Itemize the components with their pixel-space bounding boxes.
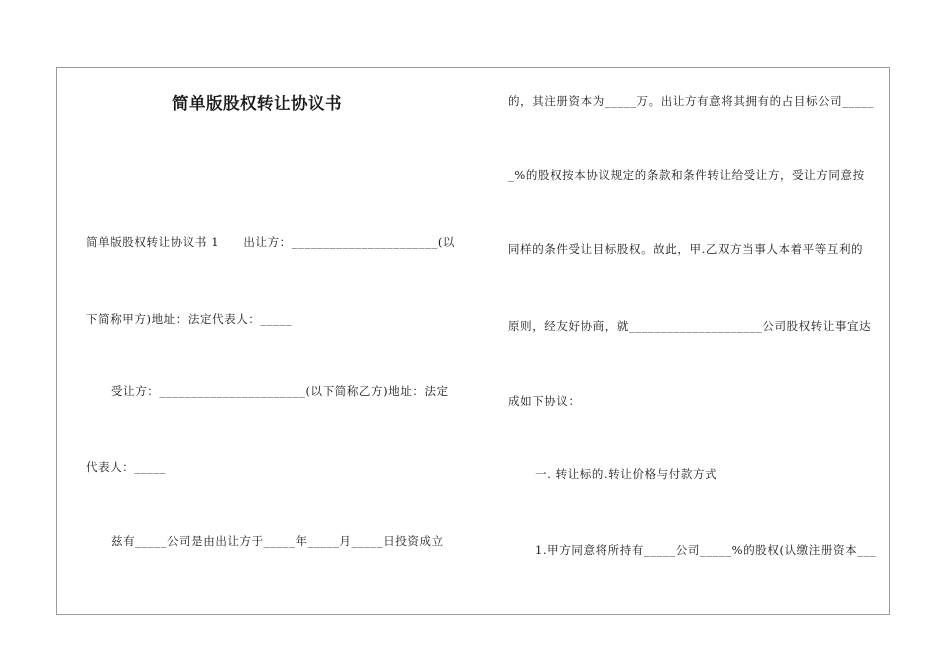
right-line-1: 的，其注册资本为_____万。出让方有意将其拥有的占目标公司_____ xyxy=(508,94,874,108)
left-line-5: 兹有_____公司是由出让方于_____年_____月_____日投资成立 xyxy=(111,534,444,548)
left-line-4: 代表人：_____ xyxy=(86,460,167,474)
right-line-3: 同样的条件受让目标股权。故此，甲.乙双方当事人本着平等互利的 xyxy=(508,242,864,256)
right-line-5: 成如下协议： xyxy=(508,394,581,408)
document-page-frame xyxy=(56,67,890,615)
left-line-3: 受让方：_______________________(以下简称乙方)地址：法定 xyxy=(111,384,449,398)
right-line-4: 原则，经友好协商，就_____________________公司股权转让事宜达 xyxy=(508,319,872,333)
section-heading-1: 一. 转让标的.转让价格与付款方式 xyxy=(535,467,718,481)
document-title: 简单版股权转让协议书 xyxy=(172,94,342,113)
right-line-2: _%的股权按本协议规定的条款和条件转让给受让方，受让方同意按 xyxy=(508,168,865,182)
left-line-1: 简单版股权转让协议书 1 出让方：_______________________(以 xyxy=(86,235,456,249)
clause-1-line: 1.甲方同意将所持有_____公司_____%的股权(认缴注册资本___ xyxy=(535,543,877,557)
left-line-2: 下简称甲方)地址：法定代表人：_____ xyxy=(86,312,293,326)
